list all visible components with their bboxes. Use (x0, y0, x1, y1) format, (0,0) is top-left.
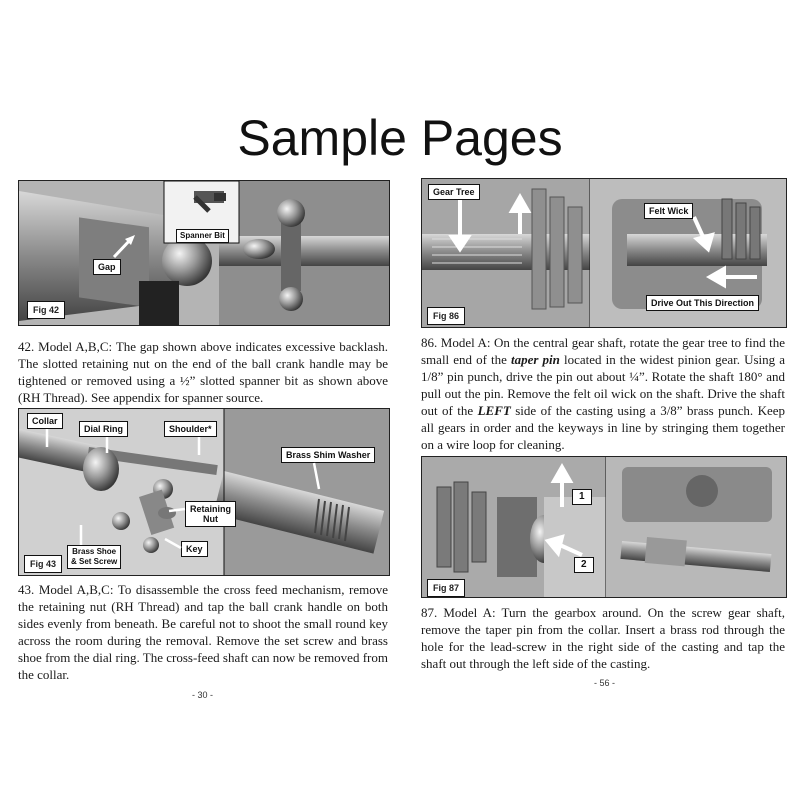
label-retaining-nut-line2: Nut (203, 514, 218, 524)
fig-42-number: Fig 42 (27, 301, 65, 319)
page-number-right: - 56 - (594, 678, 616, 688)
paragraph-86-emphasis-taper-pin: taper pin (511, 352, 560, 367)
label-brass-shoe-line1: Brass Shoe (72, 547, 117, 556)
fig-43-arrows (19, 409, 389, 575)
label-brass-shim-washer: Brass Shim Washer (281, 447, 375, 463)
paragraph-86-emphasis-left: LEFT (477, 403, 511, 418)
label-brass-shoe-line2: & Set Screw (71, 557, 118, 566)
gap-arrow-icon (19, 181, 389, 325)
page-title: Sample Pages (237, 110, 563, 166)
paragraph-86 (421, 334, 785, 453)
paragraph-86-part1: 86. Model A: On the central gear shaft, rotate the gear tree to find the small end of the (421, 335, 785, 367)
label-felt-wick: Felt Wick (644, 203, 693, 219)
paragraph-86-part3: side of the casting using a 3/8” brass punch. Keep all gears in order and the keyways in line by stringing them together on a wire loop for cleaning. (421, 403, 785, 452)
label-drive-out-direction: Drive Out This Direction (646, 295, 759, 311)
label-key: Key (181, 541, 208, 557)
paragraph-43: 43. Model A,B,C: To disassemble the cross feed mechanism, remove the retaining nut (RH Thread) and tap the ball crank handle on both sides evenly from beneath. Be careful not to shoot the small round key across the room during the removal. Remove the set screw and brass shoe from the dial ring. The cross-feed shaft can now be removed from the collar. (18, 582, 388, 682)
fig-43-number: Fig 43 (24, 555, 62, 573)
label-gap: Gap (93, 259, 121, 275)
fig-87-photo (421, 456, 787, 598)
label-step-1: 1 (572, 489, 592, 505)
paragraph-42: 42. Model A,B,C: The gap shown above indicates excessive backlash. The slotted retaining nut on the end of the ball crank handle may be tightened or removed using a ½” slotted spanner bit as shown above (RH Thread). See appendix for spanner source. (18, 339, 388, 405)
fig-86-number: Fig 86 (427, 307, 465, 325)
label-spanner-bit: Spanner Bit (176, 229, 229, 243)
fig-43-photo (18, 408, 390, 576)
label-shoulder: Shoulder* (164, 421, 217, 437)
label-collar: Collar (27, 413, 63, 429)
label-retaining-nut-line1: Retaining (190, 504, 232, 514)
label-step-2: 2 (574, 557, 594, 573)
fig-87-number: Fig 87 (427, 579, 465, 597)
page-number-left: - 30 - (192, 690, 214, 700)
label-gear-tree: Gear Tree (428, 184, 480, 200)
fig-87-illustration (422, 457, 786, 597)
fig-86-photo (421, 178, 787, 328)
fig-42-photo (18, 180, 390, 326)
paragraph-87: 87. Model A: Turn the gearbox around. On the screw gear shaft, remove the taper pin from the collar. Insert a brass rod through the hole for the lead-screw in the right side of the casting and tap the shaft out through the left side of the casting. (421, 605, 785, 671)
label-dial-ring: Dial Ring (79, 421, 128, 437)
paragraph-86-part2: located in the widest pinion gear. Using a 1/8” pin punch, drive the pin out about ¼”. Rotate the shaft 180° and pull out the pin. Remove the felt oil wick on the shaft. Drive the shaft out of the (421, 352, 785, 418)
